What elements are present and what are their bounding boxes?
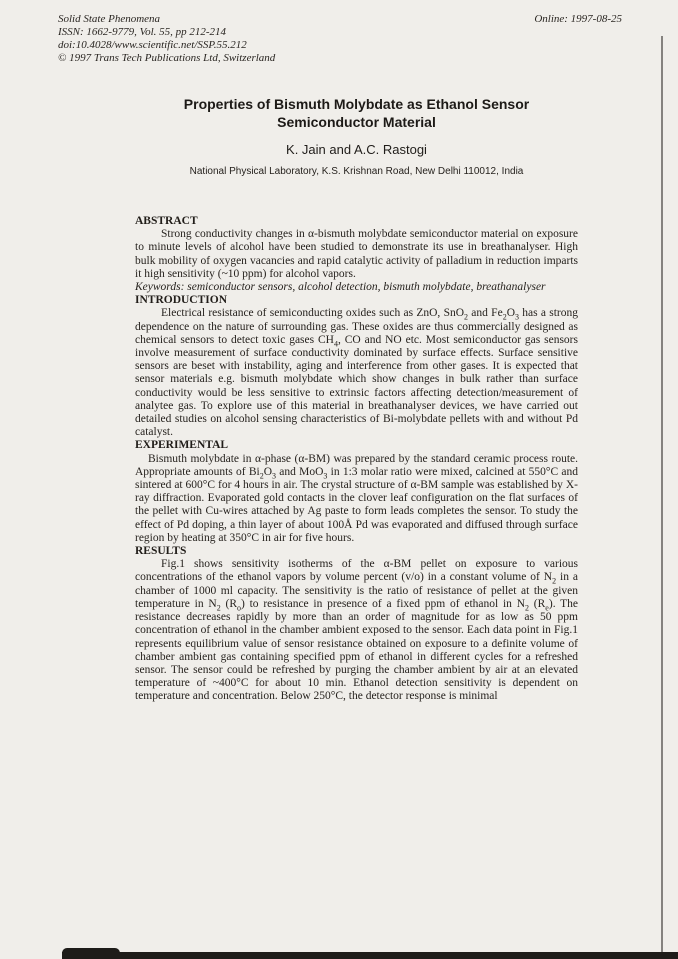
section-abstract xyxy=(135,215,578,294)
introduction-heading: INTRODUCTION xyxy=(135,294,228,307)
results-heading: RESULTS xyxy=(135,545,187,558)
journal-header-row xyxy=(58,13,622,26)
experimental-paragraph: Bismuth molybdate in α-phase (α-BM) was prepared by the standard ceramic process route. Appropriate amounts of $Bi_2O_3$ and MoO$_3$ in 1:3 molar ratio were mixed, calcined at 550°C and sintered at 600°C for 4 hours in air. The crystal structure of α-BM sample was established by X-ray diffraction. Evaporated gold contacts in the clover leaf configuration on the flat surfaces of the pellet with Cu-wires attached by Ag paste to form leads completes the sensor. To study the effect of Pd doping, a thin layer of about 100Å Pd was evaporated and diffused through surface region by heating at 350°C in air for five hours. xyxy=(135,452,579,544)
journal-name: Solid State Phenomena xyxy=(58,13,161,25)
results-paragraph: Fig.1 shows sensitivity isotherms of the α-BM pellet on exposure to various concentrations of the ethanol vapors by volume percent (v/o) in a constant volume of $N_2$ in a chamber of 1000 ml capacity. The sensitivity is the ratio of resistance of pellet at the given temperature in $N_2$ $(R_o)$ to resistance in presence of a fixed ppm of ethanol in $N_2$ $(R_e)$. The resistance decreases rapidly by more than an order of magnitude for as low as 50 ppm concentration of ethanol in the chamber ambient exposed to the sensor. Each data point in Fig.1 represents equilibrium value of sensor resistance obtained on exposure to a definite volume of chamber ambient gas containing specified ppm of ethanol in different cycles for a refreshed sensor. The sensor could be refreshed by purging the chamber ambient by air at an elevated temperature of ~400°C for about 10 min. Ethanol detection sensitivity is dependent on temperature and concentration. Below 250°C, the detector response is minimal xyxy=(135,558,579,703)
introduction-paragraph: Electrical resistance of semiconducting oxides such as ZnO, SnO$_2$ and $Fe_2O_3$ has a strong dependence on the nature of surrounding gas. These oxides are thus commercially designed as chemical sensors to detect toxic gases $CH_4$, CO and NO etc. Most semiconductor gas sensors involve measurement of surface conductivity dominated by surface effects. Surface sensitive sensors are beset with instability, aging and interference from other gases. It is expected that sensor materials e.g. bismuth molybdate which show changes in bulk rather than surface conductivity would be less sensitive to extrinsic factors affecting detection/measurement of analytee gas. To explore use of this material in breathanalyser devices, we have carried out detailed studies on alcohol sensing characteristics of Bi-molybdate pellets with and without Pd catalyst. xyxy=(135,307,578,439)
journal-copyright: © 1997 Trans Tech Publications Ltd, Switzerland xyxy=(58,52,276,64)
experimental-heading: EXPERIMENTAL xyxy=(135,439,229,452)
journal-header xyxy=(58,13,622,65)
paper-title xyxy=(135,95,578,131)
scan-edge-bottom-artifact xyxy=(62,952,678,959)
journal-doi: doi:10.4028/www.scientific.net/SSP.55.212 xyxy=(58,39,247,51)
abstract-heading: ABSTRACT xyxy=(135,215,198,227)
scan-edge-bottom-left-artifact xyxy=(62,948,120,959)
paper-title-line-1: Properties of Bismuth Molybdate as Ethanol Sensor xyxy=(183,96,530,112)
section-experimental xyxy=(135,439,578,545)
section-results xyxy=(135,545,578,703)
keywords-line: Keywords: semiconductor sensors, alcohol detection, bismuth molybdate, breathanalyser xyxy=(135,281,546,294)
paper-title-line-2: Semiconductor Material xyxy=(277,114,436,130)
abstract-paragraph: Strong conductivity changes in α-bismuth molybdate semiconductor material on exposure to minute levels of alcohol have been studied to demonstrate its use in breathanalyser. High bulk mobility of oxygen vacancies and rapid catalytic activity of palladium in reduction imparts it high sensitivity (~10 ppm) for alcohol vapors. xyxy=(135,228,578,280)
scan-edge-right-artifact xyxy=(661,36,663,959)
paper-affiliation: National Physical Laboratory, K.S. Krishnan Road, New Delhi 110012, India xyxy=(189,166,524,177)
paper-authors: K. Jain and A.C. Rastogi xyxy=(286,142,427,157)
journal-issn: ISSN: 1662-9779, Vol. 55, pp 212-214 xyxy=(58,26,227,38)
section-introduction xyxy=(135,294,578,439)
article-body xyxy=(135,95,578,704)
online-date: Online: 1997-08-25 xyxy=(534,13,622,25)
